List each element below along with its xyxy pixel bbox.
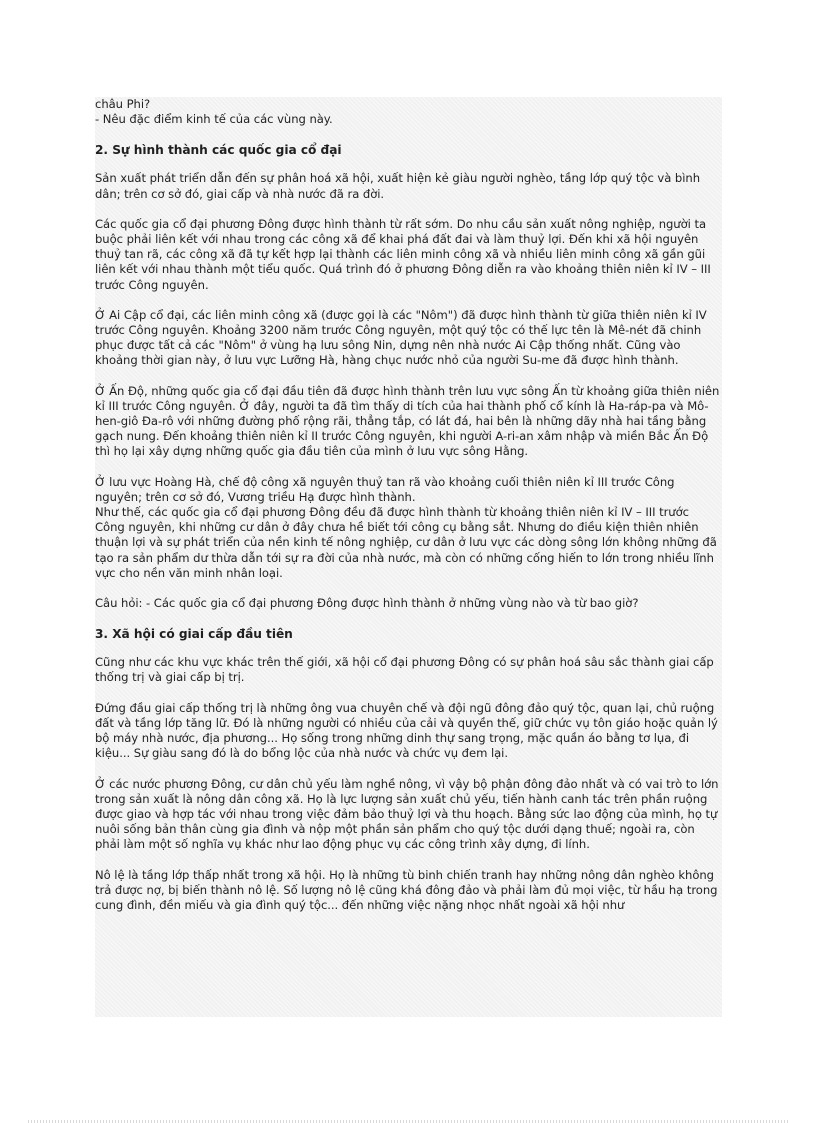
section-2-question: Câu hỏi: - Các quốc gia cổ đại phương Đông được hình thành ở những vùng nào và từ bao giờ? [95,596,639,611]
section-2-paragraph-5b: Như thế, các quốc gia cổ đại phương Đông đều đã được hình thành từ khoảng thiên niên kỉ IV – III trước Công nguyên, khi những cư dân ở đây chưa hề biết tới công cụ bằng sắt. Nhưng do điều kiện thiên nhiên thuận lợi và sự phát triển của nền kinh tế nông nghiệp, cư dân ở lưu vực các dòng sông lớn không những đã tạo ra sản phẩm dư thừa dẫn tới sự ra đời của nhà nước, mà còn có những cống hiến to lớn trong nhiều lĩnh vực cho nền văn minh nhân loại. [95,505,717,580]
document-body [95,97,722,1017]
section-2-heading: 2. Sự hình thành các quốc gia cổ đại [95,143,342,158]
section-3-paragraph-1: Cũng như các khu vực khác trên thế giới, xã hội cổ đại phương Đông có sự phân hoá sâu sắc thành giai cấp thống trị và giai cấp bị trị. [95,655,714,685]
section-3-paragraph-2: Đứng đầu giai cấp thống trị là những ông vua chuyên chế và đội ngũ đông đảo quý tộc, quan lại, chủ ruộng đất và tầng lớp tăng lữ. Đó là những người có nhiều của cải và quyền thế, giữ chức vụ tôn giáo hoặc quản lý bộ máy nhà nước, địa phương... Họ sống trong những dinh thự sang trọng, mặc quần áo bằng tơ lụa, đi kiệu... Sự giàu sang đó là do bổng lộc của nhà nước và chức vụ đem lại. [95,700,718,761]
section-2-paragraph-4: Ở Ấn Độ, những quốc gia cổ đại đầu tiên đã được hình thành trên lưu vực sông Ấn từ khoảng giữa thiên niên kỉ III trước Công nguyên. Ở đây, người ta đã tìm thấy di tích của hai thành phố cổ kính là Ha-ráp-pa và Mô-hen-giô Đa-rô với những đường phố rộng rãi, thẳng tắp, có lát đá, hai bên là những dãy nhà hai tầng bằng gạch nung. Đến khoảng thiên niên kỉ II trước Công nguyên, khi người A-ri-an xâm nhập và miền Bắc Ấn Độ thì họ lại xây dựng những quốc gia đầu tiên của mình ở lưu vực sông Hằng. [95,383,720,459]
section-2-paragraph-1: Sản xuất phát triển dẫn đến sự phân hoá xã hội, xuất hiện kẻ giàu người nghèo, tầng lớp quý tộc và bình dân; trên cơ sở đó, giai cấp và nhà nước đã ra đời. [95,171,701,201]
section-2-paragraph-2: Các quốc gia cổ đại phương Đông được hình thành từ rất sớm. Do nhu cầu sản xuất nông nghiệp, người ta buộc phải liên kết với nhau trong các công xã để khai phá đất đai và làm thuỷ lợi. Đến khi xã hội nguyên thuỷ tan rã, các công xã đã tự kết hợp lại thành các liên minh công xã và nhiều liên minh công xã gần gũi liên kết với nhau thành một tiểu quốc. Quá trình đó ở phương Đông diễn ra vào khoảng thiên niên kỉ IV – III trước Công nguyên. [95,216,711,292]
section-3-heading: 3. Xã hội có giai cấp đầu tiên [95,627,293,642]
section-3-paragraph-4: Nô lệ là tầng lớp thấp nhất trong xã hội. Họ là những tù binh chiến tranh hay những nông dân nghèo không trả được nợ, bị biến thành nô lệ. Số lượng nô lệ cũng khá đông đảo và phải làm đủ mọi việc, từ hầu hạ trong cung đình, đền miếu và gia đình quý tộc... đến những việc nặng nhọc nhất ngoài xã hội như [95,867,718,912]
section-3-paragraph-3: Ở các nước phương Đông, cư dân chủ yếu làm nghề nông, vì vậy bộ phận đông đảo nhất và có vai trò to lớn trong sản xuất là nông dân công xã. Họ là lực lượng sản xuất chủ yếu, tiến hành canh tác trên phần ruộng được giao và hợp tác với nhau trong việc đảm bảo thuỷ lợi và thu hoạch. Bằng sức lao động của mình, họ tự nuôi sống bản thân cùng gia đình và nộp một phần sản phẩm cho quý tộc dưới dạng thuế; ngoài ra, còn phải làm một số nghĩa vụ khác như lao động phục vụ các công trình xây dựng, đi lính. [95,776,719,852]
intro-paragraph: châu Phi? - Nêu đặc điểm kinh tế của các vùng này. [95,97,333,127]
section-2-paragraph-5a: Ở lưu vực Hoàng Hà, chế độ công xã nguyên thuỷ tan rã vào khoảng cuối thiên niên kỉ III trước Công nguyên; trên cơ sở đó, Vương triều Hạ được hình thành. [95,474,675,504]
section-2-paragraph-3: Ở Ai Cập cổ đại, các liên minh công xã (được gọi là các "Nôm") đã được hình thành từ giữa thiên niên kỉ IV trước Công nguyên. Khoảng 3200 năm trước Công nguyên, một quý tộc có thế lực tên là Mê-nét đã chinh phục được tất cả các "Nôm" ở vùng hạ lưu sông Nin, dựng nên nhà nước Ai Cập thống nhất. Cũng vào khoảng thời gian này, ở lưu vực Lưỡng Hà, hàng chục nước nhỏ của người Su-me đã được hình thành. [95,307,707,368]
